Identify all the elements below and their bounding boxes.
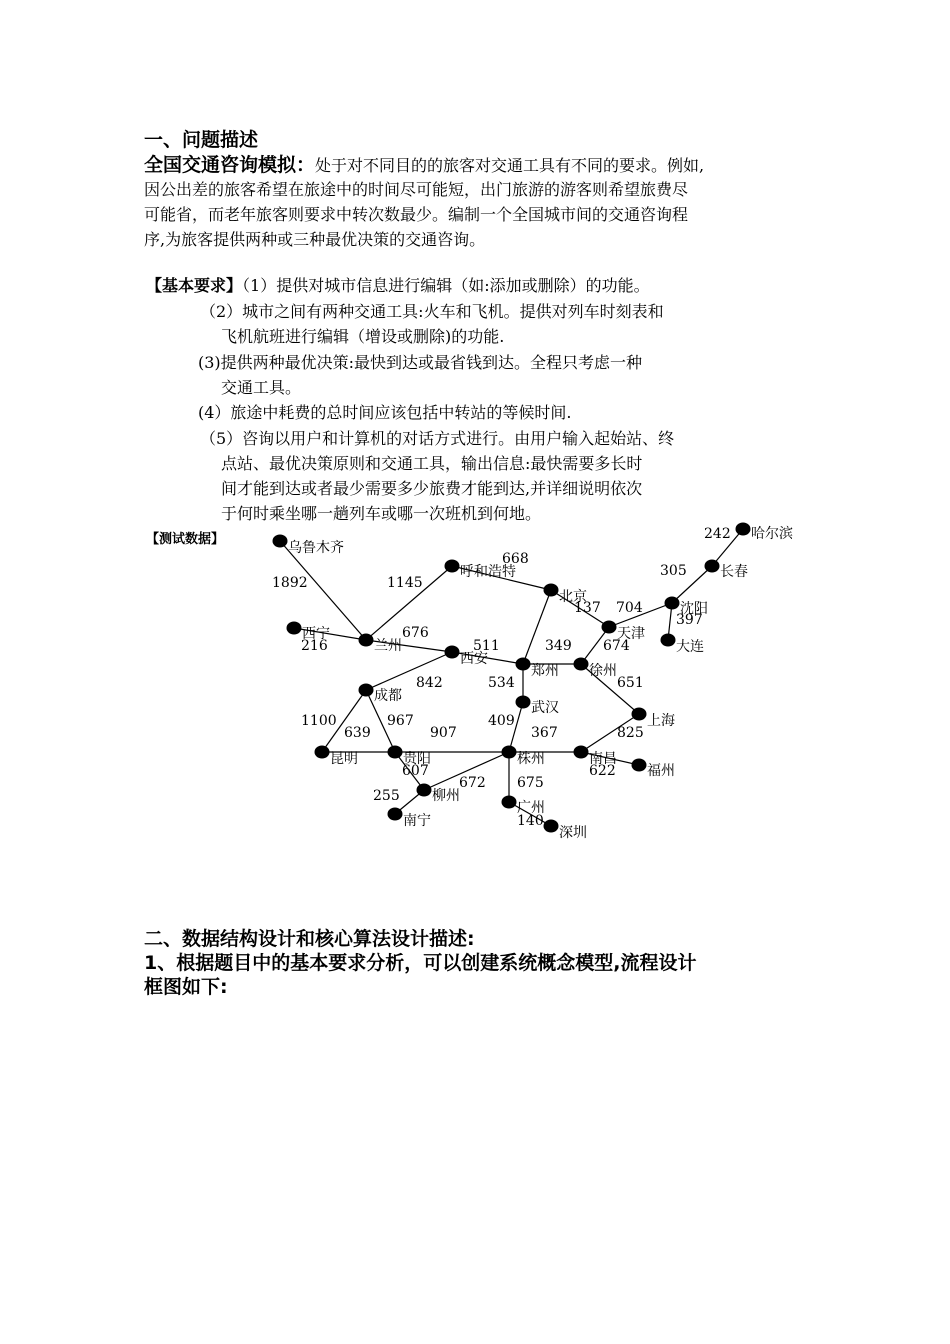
distance-shenyang-changchun: 305 [660,563,687,579]
distance-xining-lanzhou: 216 [301,638,328,654]
requirement-1: （1）提供对城市信息进行编辑（如:添加或删除）的功能。 [242,276,650,295]
city-label-fuzhou: 福州 [647,763,675,779]
distance-xian-zhengzhou: 511 [473,638,500,654]
city-label-shenzhen: 深圳 [559,825,587,841]
city-label-wuhan: 武汉 [531,700,559,716]
node-xuzhou [574,658,589,671]
distance-shanghai-nanchang: 825 [617,725,644,741]
distance-chengdu-guiyang: 967 [387,713,414,729]
distance-liuzhou-zhuzhou: 672 [459,775,486,791]
city-label-nanning: 南宁 [403,813,431,829]
requirement-3b: 交通工具。 [221,378,302,397]
node-guangzhou [502,796,517,809]
city-label-xining: 西宁 [302,626,330,642]
distance-tianjin-xuzhou: 674 [603,638,630,654]
distance-guangzhou-shenzhen: 140 [517,813,544,829]
intro-line-3: 可能省，而老年旅客则要求中转次数最少。编制一个全国城市间的交通咨询程 [144,205,689,224]
distance-chengdu-kunming: 1100 [301,713,337,729]
intro-bold-title: 全国交通咨询模拟： [144,154,316,176]
section2-heading: 二、数据结构设计和核心算法设计描述: [144,928,475,950]
node-fuzhou [632,759,647,772]
city-label-huhhot: 呼和浩特 [460,564,516,580]
node-chengdu [359,684,374,697]
node-liuzhou [417,784,432,797]
distance-xuzhou-shanghai: 651 [617,675,644,691]
node-nanchang [574,746,589,759]
city-label-liuzhou: 柳州 [432,788,460,804]
requirement-5b: 点站、最优决策原则和交通工具，输出信息:最快需要多长时 [221,454,643,473]
node-nanning [388,808,403,821]
section2-subline-2: 框图如下: [144,976,228,998]
intro-text: 处于对不同目的的旅客对交通工具有不同的要求。例如, [315,156,705,175]
node-zhuzhou [502,746,517,759]
node-shenzhen [544,820,559,833]
city-label-beijing: 北京 [559,589,587,605]
node-harbin [736,523,751,536]
requirements-label: 【基本要求】 [146,276,243,295]
distance-lanzhou-huhhot: 1145 [387,575,423,591]
node-urumqi [273,535,288,548]
city-label-guangzhou: 广州 [517,800,545,816]
city-label-shanghai: 上海 [647,713,675,729]
distance-changchun-harbin: 242 [704,526,731,542]
section1-heading: 一、问题描述 [144,129,259,151]
requirement-5c: 间才能到达或者最少需要多少旅费才能到达,并详细说明依次 [221,479,643,498]
city-label-xuzhou: 徐州 [589,663,617,679]
city-label-guiyang: 贵阳 [403,751,431,767]
city-label-urumqi: 乌鲁木齐 [288,540,344,556]
node-huhhot [445,560,460,573]
node-kunming [315,746,330,759]
node-wuhan [516,696,531,709]
city-label-changchun: 长春 [720,564,748,580]
city-label-zhuzhou: 株州 [517,751,545,767]
distance-shenyang-dalian: 397 [676,612,703,628]
distance-urumqi-lanzhou: 1892 [272,575,308,591]
distance-nanchang-fuzhou: 622 [589,763,616,779]
requirement-3a: (3)提供两种最优决策:最快到达或最省钱到达。全程只考虑一种 [198,353,643,372]
requirement-2b: 飞机航班进行编辑（增设或删除)的功能. [221,327,505,346]
city-label-harbin: 哈尔滨 [751,526,793,542]
node-zhengzhou [516,658,531,671]
distance-zhengzhou-wuhan: 534 [488,675,515,691]
requirement-5d: 于何时乘坐哪一趟列车或哪一次班机到何地。 [221,504,542,523]
distance-liuzhou-nanning: 255 [373,788,400,804]
distance-zhuzhou-guangzhou: 675 [517,775,544,791]
distance-wuhan-zhuzhou: 409 [488,713,515,729]
city-label-xian: 西安 [460,651,488,667]
test-data-label: 【测试数据】 [146,532,225,547]
city-label-zhengzhou: 郑州 [531,663,559,679]
distance-kunming-guiyang: 639 [344,725,371,741]
requirement-2a: （2）城市之间有两种交通工具:火车和飞机。提供对列车时刻表和 [200,302,664,321]
distance-zhuzhou-nanchang: 367 [531,725,558,741]
city-label-dalian: 大连 [676,639,704,655]
city-label-tianjin: 天津 [617,626,645,642]
node-changchun [705,560,720,573]
node-xian [445,646,460,659]
node-shanghai [632,708,647,721]
node-beijing [544,584,559,597]
node-xining [287,622,302,635]
intro-line-2: 因公出差的旅客希望在旅途中的时间尽可能短，出门旅游的游客则希望旅费尽 [144,180,689,199]
city-label-chengdu: 成都 [374,688,402,704]
distance-beijing-zhengzhou: 349 [545,638,572,654]
node-tianjin [602,621,617,634]
city-label-kunming: 昆明 [330,751,358,767]
distance-lanzhou-xian: 676 [402,625,429,641]
node-shenyang [665,597,680,610]
distance-beijing-tianjin: 137 [574,600,601,616]
node-lanzhou [359,634,374,647]
city-labels [288,526,793,841]
distance-guiyang-zhuzhou: 907 [430,725,457,741]
city-label-shenyang: 沈阳 [680,601,708,617]
requirement-4: (4）旅途中耗费的总时间应该包括中转站的等候时间. [198,403,572,422]
node-dalian [661,634,676,647]
intro-line-4: 序,为旅客提供两种或三种最优决策的交通咨询。 [144,230,486,249]
distance-xian-chengdu: 842 [416,675,443,691]
city-label-lanzhou: 兰州 [374,638,402,654]
requirement-5a: （5）咨询以用户和计算机的对话方式进行。由用户输入起始站、终 [200,429,675,448]
section2-subline-1: 1、根据题目中的基本要求分析，可以创建系统概念模型,流程设计 [144,952,697,974]
city-label-nanchang: 南昌 [589,751,617,767]
distance-tianjin-shenyang: 704 [616,600,643,616]
distance-huhhot-beijing: 668 [502,551,529,567]
node-guiyang [388,746,403,759]
distance-guiyang-liuzhou: 607 [402,763,429,779]
